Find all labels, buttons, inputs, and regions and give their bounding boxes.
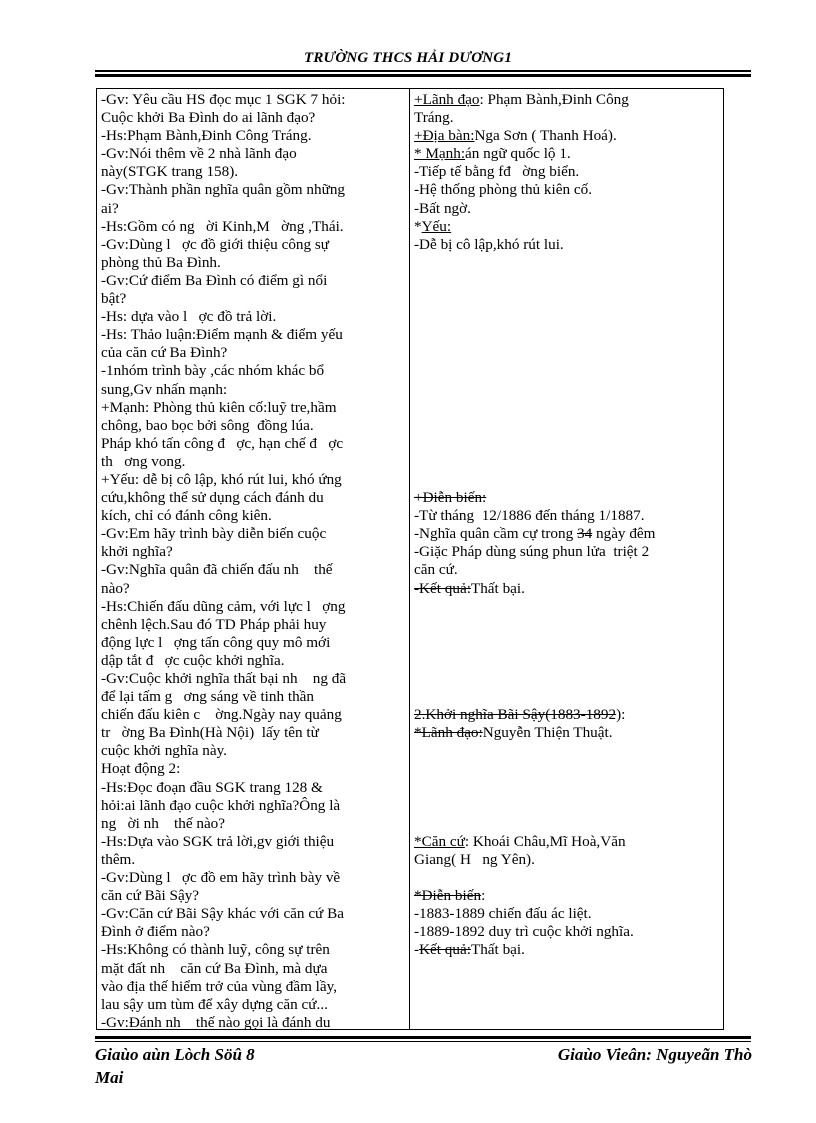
- left-text-line: này(STGK trang 158).: [101, 163, 239, 181]
- right-text-prefix: căn cứ.: [414, 561, 458, 579]
- left-text-line: chông, bao bọc bởi sông đồng lúa.: [101, 416, 314, 434]
- right-text-line: [414, 652, 719, 670]
- right-text-emphasis: *Diễn biến: [414, 887, 482, 905]
- right-text-prefix: *: [414, 217, 422, 235]
- left-text-line: lau sậy um tùm để xây dựng căn cứ...: [101, 995, 328, 1013]
- left-text-line: -Hs:Chiến đấu dũng cảm, với lực l ợng: [101, 597, 346, 615]
- teacher-student-column: [101, 91, 406, 1032]
- left-text-line: Hoạt động 2:: [101, 760, 181, 778]
- left-text-line: -Gv:Thành phần nghĩa quân gồm những: [101, 181, 346, 199]
- left-text-line: thêm.: [101, 850, 136, 868]
- right-text-line: [414, 598, 719, 616]
- left-text-line: -Gv:Căn cứ Bãi Sậy khác với căn cứ Ba: [101, 905, 344, 923]
- left-text-line: để lại tấm g ơng sáng về tinh thần: [101, 688, 315, 706]
- right-text-prefix: -Từ tháng 12/1886 đến tháng 1/1887.: [414, 507, 645, 525]
- right-text-line: [414, 381, 719, 399]
- right-text-rest: án ngữ quốc lộ 1.: [465, 145, 571, 163]
- left-text-line: cuộc khởi nghĩa này.: [101, 742, 227, 760]
- right-text-line: [414, 887, 719, 905]
- right-text-line: [414, 561, 719, 579]
- right-text-line: [414, 127, 719, 145]
- left-text-line: -Gv:Cuộc khởi nghĩa thất bại nh ng đã: [101, 670, 347, 687]
- left-text-line: +Mạnh: Phòng thủ kiên cố:luỹ tre,hầm: [101, 398, 337, 416]
- left-text-line: sung,Gv nhấn mạnh:: [101, 380, 228, 398]
- right-text-line: [414, 851, 719, 869]
- left-text-line: động lực l ợng tấn công quy mô mới: [101, 633, 331, 651]
- right-text-line: [414, 308, 719, 326]
- footer-author-continued: Mai: [95, 1068, 124, 1087]
- right-text-emphasis: 2.Khởi nghĩa Bãi Sậy(1883-1892: [414, 706, 617, 724]
- right-text-line: [414, 724, 719, 742]
- header-rule-thin: [95, 70, 751, 72]
- right-text-line: [414, 254, 719, 272]
- right-text-line: [414, 109, 719, 127]
- right-text-line: [414, 815, 719, 833]
- content-notes-column: [414, 91, 719, 960]
- right-text-line: [414, 525, 719, 543]
- right-text-emphasis: 34: [577, 525, 593, 543]
- left-text-line: -Gv:Em hãy trình bày diễn biến cuộc: [101, 525, 327, 543]
- right-text-prefix: -: [414, 941, 420, 959]
- right-text-line: [414, 181, 719, 199]
- right-text-line: [414, 543, 719, 561]
- footer-course-title: Giaùo aùn Lòch Söû 8: [95, 1045, 255, 1064]
- right-text-rest: ):: [616, 706, 626, 724]
- left-text-line: -Gv:Nghĩa quân đã chiến đấu nh thế: [101, 561, 333, 579]
- left-text-line: -Gv:Nói thêm về 2 nhà lãnh đạo: [101, 145, 297, 163]
- left-text-line: của căn cứ Ba Đình?: [101, 344, 228, 362]
- right-text-prefix: Tráng.: [414, 109, 454, 127]
- left-text-line: -Gv: Yêu cầu HS đọc mục 1 SGK 7 hỏi:: [101, 91, 346, 108]
- right-text-line: [414, 580, 719, 598]
- left-text-line: -1nhóm trình bày ,các nhóm khác bổ: [101, 362, 325, 380]
- right-text-emphasis: +Lãnh đạo: [414, 91, 480, 108]
- right-text-line: [414, 453, 719, 471]
- left-text-line: Đình ở điểm nào?: [101, 923, 210, 941]
- right-text-emphasis: Kết quả:: [419, 941, 471, 959]
- right-text-line: [414, 272, 719, 290]
- right-text-rest: Thất bại.: [470, 941, 525, 959]
- left-text-line: chênh lệch.Sau đó TD Pháp phải huy: [101, 615, 327, 633]
- right-text-line: [414, 688, 719, 706]
- footer-teacher-name: Giaùo Vieân: Nguyeãn Thò: [557, 1045, 752, 1064]
- right-text-line: [414, 869, 719, 887]
- left-text-line: kích, chỉ có đánh công kiên.: [101, 507, 272, 525]
- right-text-line: [414, 362, 719, 380]
- right-text-line: [414, 489, 719, 507]
- column-divider: [409, 88, 410, 1030]
- right-text-prefix: -1883-1889 chiến đấu ác liệt.: [414, 905, 592, 923]
- right-text-rest: :: [481, 887, 486, 905]
- right-text-prefix: -Nghĩa quân cầm cự trong: [414, 525, 578, 543]
- right-text-prefix: -1889-1892 duy trì cuộc khởi nghĩa.: [414, 923, 634, 941]
- left-text-line: dập tắt đ ợc cuộc khởi nghĩa.: [101, 651, 285, 669]
- left-text-line: khởi nghĩa?: [101, 543, 173, 561]
- left-text-line: -Hs:Gồm có ng ời Kinh,M ờng ,Thái.: [101, 217, 344, 235]
- right-text-emphasis: *Lãnh đạo:: [414, 724, 483, 742]
- right-text-line: [414, 670, 719, 688]
- footer-rule-thin: [95, 1041, 751, 1042]
- right-text-line: [414, 616, 719, 634]
- left-text-line: bật?: [101, 290, 127, 308]
- right-text-emphasis: Yếu:: [421, 217, 452, 235]
- left-text-line: +Yếu: dễ bị cô lập, khó rút lui, khó ứng: [101, 470, 342, 488]
- right-text-line: [414, 833, 719, 851]
- right-text-rest: ngày đêm: [592, 525, 656, 543]
- left-text-line: th ơng vong.: [101, 452, 186, 470]
- left-text-line: -Hs: Thảo luận:Điểm mạnh & điểm yếu: [101, 326, 343, 344]
- right-text-rest: Nguyễn Thiện Thuật.: [482, 724, 613, 742]
- left-text-line: Pháp khó tấn công đ ợc, hạn chế đ ợc: [101, 434, 344, 452]
- left-text-line: tr ờng Ba Đình(Hà Nội) lấy tên từ: [101, 724, 319, 742]
- left-text-line: cứu,không thể sử dụng cách đánh du: [101, 489, 324, 507]
- left-text-line: -Gv:Dùng l ợc đồ em hãy trình bày về: [101, 869, 341, 887]
- right-text-emphasis: *Căn cứ: [414, 832, 465, 850]
- right-text-line: [414, 218, 719, 236]
- left-text-line: -Hs:Dựa vào SGK trả lời,gv giới thiệu: [101, 832, 335, 850]
- left-text-line: ai?: [101, 199, 119, 217]
- left-text-line: -Gv:Dùng l ợc đồ giới thiệu công sự: [101, 235, 330, 253]
- right-text-rest: Nga Sơn ( Thanh Hoá).: [474, 127, 617, 145]
- header-rule-thick: [95, 74, 751, 77]
- right-text-line: [414, 905, 719, 923]
- left-text-line: nào?: [101, 579, 130, 597]
- right-text-prefix: -Tiếp tế bằng fđ ờng biển.: [414, 163, 580, 181]
- right-text-prefix: -Giặc Pháp dùng súng phun lửa triệt 2: [414, 543, 650, 561]
- page-header-title: TRƯỜNG THCS HẢI DƯƠNG1: [303, 50, 513, 66]
- right-text-line: [414, 634, 719, 652]
- left-text-line: phòng thủ Ba Đình.: [101, 253, 221, 271]
- right-text-line: [414, 779, 719, 797]
- right-text-emphasis: -Kết quả:: [414, 579, 471, 597]
- right-text-line: [414, 742, 719, 760]
- left-text-line: -Hs:Không có thành luỹ, công sự trên: [101, 941, 330, 959]
- right-text-line: [414, 200, 719, 218]
- right-text-prefix: -Bất ngờ.: [414, 199, 471, 217]
- right-text-rest: Thất bại.: [470, 579, 525, 597]
- right-text-line: [414, 435, 719, 453]
- left-text-line: mặt đất nh căn cứ Ba Đình, mà dựa: [101, 959, 328, 977]
- left-text-line: -Gv:Đánh nh thế nào gọi là đánh du: [101, 1013, 331, 1031]
- right-text-line: [414, 163, 719, 181]
- left-text-line: chiến đấu kiên c ờng.Ngày nay quảng: [101, 706, 342, 724]
- right-text-emphasis: +Địa bàn:: [414, 127, 475, 145]
- right-text-line: [414, 507, 719, 525]
- left-text-line: -Hs: dựa vào l ợc đồ trả lời.: [101, 308, 277, 326]
- left-text-line: ng ời nh thế nào?: [101, 814, 226, 832]
- left-text-line: hỏi:ai lãnh đạo cuộc khởi nghĩa?Ông là: [101, 796, 341, 814]
- right-text-rest: : Khoái Châu,Mĩ Hoà,Văn: [464, 832, 626, 850]
- left-text-line: -Hs:Đọc đoạn đầu SGK trang 128 &: [101, 778, 323, 796]
- left-text-line: -Gv:Cứ điểm Ba Đình có điểm gì nổi: [101, 271, 328, 289]
- right-text-line: [414, 290, 719, 308]
- right-text-line: [414, 399, 719, 417]
- right-text-prefix: -Hệ thống phòng thủ kiên cố.: [414, 181, 593, 199]
- right-text-line: [414, 326, 719, 344]
- right-text-line: [414, 797, 719, 815]
- right-text-rest: : Phạm Bành,Đinh Công: [479, 91, 629, 108]
- right-text-prefix: -Dễ bị cô lập,khó rút lui.: [414, 235, 564, 253]
- footer-rule-thick: [95, 1036, 751, 1039]
- right-text-line: [414, 706, 719, 724]
- right-text-line: [414, 344, 719, 362]
- right-text-line: [414, 923, 719, 941]
- left-text-line: Cuộc khởi Ba Đình do ai lãnh đạo?: [101, 109, 316, 127]
- right-text-line: [414, 417, 719, 435]
- right-text-line: [414, 760, 719, 778]
- left-text-line: vào địa thế hiểm trở của vùng đầm lầy,: [101, 977, 338, 995]
- right-text-line: [414, 471, 719, 489]
- left-text-line: -Hs:Phạm Bành,Đinh Công Tráng.: [101, 127, 312, 145]
- right-text-emphasis: * Mạnh:: [414, 145, 466, 163]
- right-text-line: [414, 236, 719, 254]
- footer-left: [95, 1043, 255, 1089]
- left-text-line: căn cứ Bãi Sậy?: [101, 887, 200, 905]
- right-text-prefix: Giang( H ng Yên).: [414, 850, 535, 868]
- right-text-emphasis: +Diễn biến:: [414, 489, 487, 507]
- right-text-line: [414, 941, 719, 959]
- right-text-line: [414, 145, 719, 163]
- right-text-line: [414, 91, 719, 109]
